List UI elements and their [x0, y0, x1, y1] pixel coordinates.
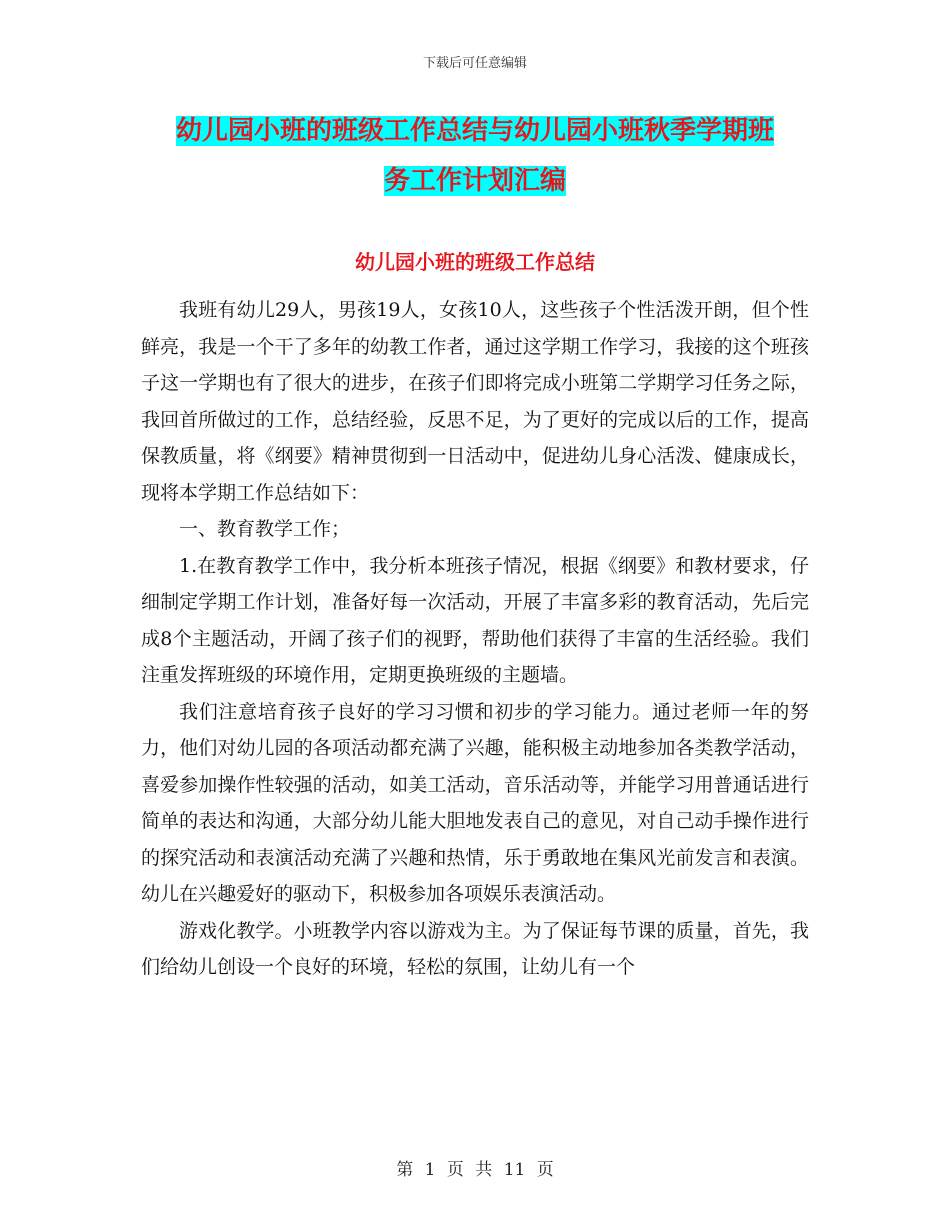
page-number-footer: 第 1 页 共 11 页 [396, 1160, 554, 1180]
paragraph: 我们注意培育孩子良好的学习习惯和初步的学习能力。通过老师一年的努力，他们对幼儿园的各项活动都充满了兴趣，能积极主动地参加各类教学活动，喜爱参加操作性较强的活动，如美工活动，音乐活动等，并能学习用普通话进行简单的表达和沟通，大部分幼儿能大胆地发表自己的意见，对自己动手操作进行的探究活动和表演活动充满了兴趣和热情，乐于勇敢地在集风光前发言和表演。幼儿在兴趣爱好的驱动下，积极参加各项娱乐表演活动。 [141, 700, 809, 905]
paragraph: 我班有幼儿29人，男孩19人，女孩10人，这些孩子个性活泼开朗，但个性鲜亮，我是一个干了多年的幼教工作者，通过这学期工作学习，我接的这个班孩子这一学期也有了很大的进步，在孩子们即将完成小班第二学期学习任务之际，我回首所做过的工作，总结经验，反思不足，为了更好的完成以后的工作，提高保教质量，将《纲要》精神贯彻到一日活动中，促进幼儿身心活泼、健康成长，现将本学期工作总结如下： [141, 299, 809, 504]
paragraph: 1.在教育教学工作中，我分析本班孩子情况，根据《纲要》和教材要求，仔细制定学期工作计划，准备好每一次活动，开展了丰富多彩的教育活动，先后完成8个主题活动，开阔了孩子们的视野，帮助他们获得了丰富的生活经验。我们注重发挥班级的环境作用，定期更换班级的主题墙。 [141, 554, 809, 686]
body-text [141, 292, 809, 986]
document-title [140, 106, 810, 206]
section-title: 幼儿园小班的班级工作总结 [355, 250, 595, 274]
paragraph: 一、教育教学工作； [179, 518, 351, 540]
paragraph: 游戏化教学。小班教学内容以游戏为主。为了保证每节课的质量，首先，我们给幼儿创设一个良好的环境，轻松的氛围，让幼儿有一个 [141, 919, 809, 978]
header-note: 下载后可任意编辑 [422, 56, 527, 71]
document-title-line-1: 幼儿园小班的班级工作总结与幼儿园小班秋季学期班 [175, 116, 774, 146]
document-title-line-2: 务工作计划汇编 [383, 166, 566, 196]
